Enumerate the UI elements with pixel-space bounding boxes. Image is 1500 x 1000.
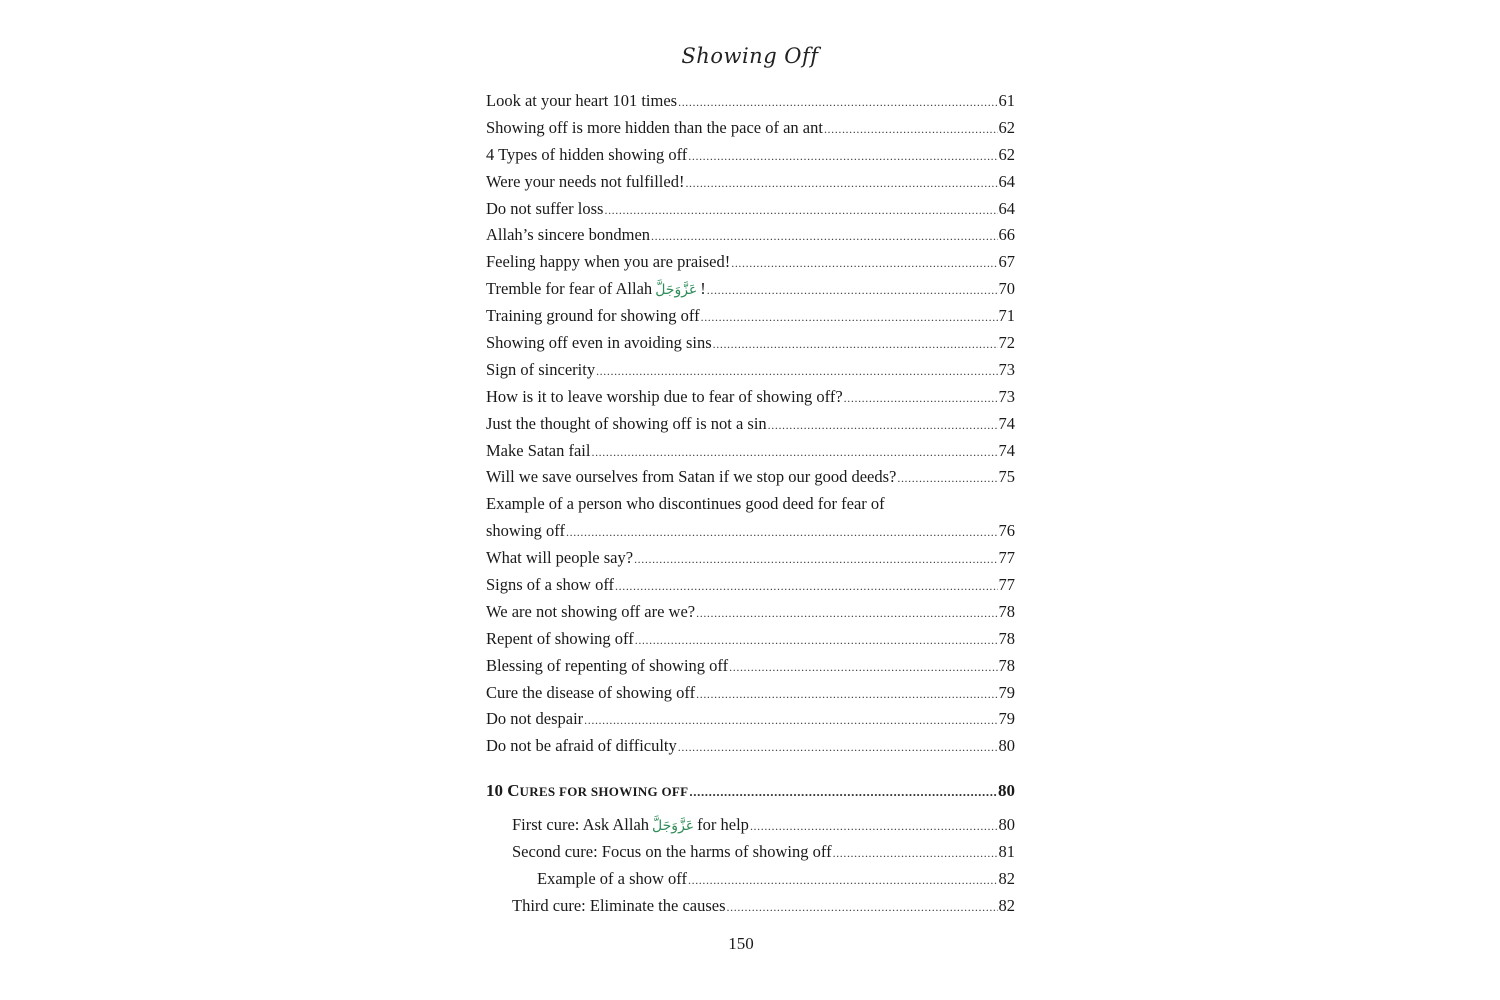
toc-entry-title-text: First cure: Ask Allah bbox=[512, 815, 650, 835]
toc-entry bbox=[486, 733, 1015, 760]
toc-entry-title: Blessing of repenting of showing off bbox=[486, 655, 729, 675]
toc-entry bbox=[486, 276, 1015, 303]
leader-dots bbox=[731, 250, 997, 277]
leader-dots bbox=[824, 116, 998, 143]
toc-entry-title: Example of a person who discontinues good deed for fear of bbox=[486, 494, 885, 514]
toc-entry-title: showing off bbox=[486, 521, 565, 541]
leader-dots bbox=[727, 894, 998, 921]
toc-entry-title: How is it to leave worship due to fear of showing off? bbox=[486, 386, 843, 406]
toc-entry-title: Third cure: Eliminate the causes bbox=[512, 895, 726, 915]
leader-dots bbox=[707, 277, 998, 304]
toc-entry-title: Repent of showing off bbox=[486, 628, 634, 648]
toc-entry bbox=[486, 653, 1015, 680]
leader-dots bbox=[729, 654, 997, 681]
leader-dots bbox=[634, 546, 997, 573]
toc-entry-title: Signs of a show off bbox=[486, 575, 615, 595]
toc-sub-entry bbox=[486, 893, 1015, 920]
toc-entry bbox=[486, 411, 1015, 438]
leader-dots bbox=[696, 681, 997, 708]
leader-dots bbox=[701, 304, 998, 331]
toc-entry-page: 80 bbox=[998, 736, 1015, 756]
toc-entry-page: 75 bbox=[998, 467, 1015, 487]
leader-dots bbox=[844, 385, 998, 412]
section-title bbox=[486, 776, 688, 807]
toc-entry-page: 81 bbox=[998, 842, 1015, 862]
arabic-honorific: عَزَّوَجَلَّ bbox=[652, 818, 695, 835]
leader-dots bbox=[678, 734, 998, 761]
toc-entry-title: Do not suffer loss bbox=[486, 198, 604, 218]
toc-entry-title-text: Tremble for fear of Allah bbox=[486, 279, 653, 299]
toc-entry-page: 79 bbox=[998, 682, 1015, 702]
toc-entry-page: 64 bbox=[998, 171, 1015, 191]
toc-entry bbox=[486, 142, 1015, 169]
toc-entry-page: 73 bbox=[998, 359, 1015, 379]
section-title-initial: C bbox=[507, 781, 520, 801]
leader-dots bbox=[596, 358, 997, 385]
leader-dots bbox=[713, 331, 998, 358]
toc-entry-page: 73 bbox=[998, 386, 1015, 406]
arabic-honorific: عَزَّوَجَلَّ bbox=[655, 282, 698, 299]
toc-entry bbox=[486, 249, 1015, 276]
toc-entry-page: 62 bbox=[998, 144, 1015, 164]
toc-entry-page: 67 bbox=[998, 252, 1015, 272]
toc-entry bbox=[486, 330, 1015, 357]
toc-entry-page: 78 bbox=[998, 601, 1015, 621]
table-of-contents bbox=[486, 88, 1015, 920]
leader-dots bbox=[651, 223, 997, 250]
toc-entry-page: 82 bbox=[998, 869, 1015, 889]
toc-entry-title-suffix: ! bbox=[700, 279, 706, 299]
toc-entry-title: Showing off is more hidden than the pace of an ant bbox=[486, 117, 823, 137]
leader-dots bbox=[615, 573, 997, 600]
toc-entry-page: 71 bbox=[998, 306, 1015, 326]
toc-entry-title: Allah’s sincere bondmen bbox=[486, 225, 651, 245]
section-page: 80 bbox=[998, 781, 1015, 801]
toc-sub-entry bbox=[486, 812, 1015, 839]
leader-dots bbox=[750, 813, 998, 840]
toc-entry bbox=[486, 88, 1015, 115]
toc-entry bbox=[486, 169, 1015, 196]
toc-entry-title: Showing off even in avoiding sins bbox=[486, 333, 712, 353]
toc-entry-page: 72 bbox=[998, 333, 1015, 353]
leader-dots bbox=[897, 465, 997, 492]
toc-entry-title: Cure the disease of showing off bbox=[486, 682, 696, 702]
toc-entry bbox=[486, 222, 1015, 249]
toc-entry-title: We are not showing off are we? bbox=[486, 601, 696, 621]
leader-dots bbox=[833, 840, 998, 867]
toc-entry-title: Training ground for showing off bbox=[486, 306, 700, 326]
toc-sub-sub-entry bbox=[486, 866, 1015, 893]
toc-entry-first-line bbox=[486, 491, 1015, 518]
toc-entry bbox=[486, 626, 1015, 653]
toc-entry bbox=[486, 599, 1015, 626]
leader-dots bbox=[685, 170, 997, 197]
toc-entry bbox=[486, 438, 1015, 465]
running-head: Showing Off bbox=[681, 44, 819, 68]
leader-dots bbox=[604, 197, 997, 224]
toc-entry bbox=[486, 464, 1015, 491]
toc-entry bbox=[486, 706, 1015, 733]
toc-entry-title-suffix: for help bbox=[697, 815, 749, 835]
toc-section-heading bbox=[486, 776, 1015, 806]
toc-entry-title: Example of a show off bbox=[537, 869, 687, 889]
leader-dots bbox=[635, 627, 998, 654]
toc-entry-second-line bbox=[486, 518, 1015, 545]
toc-entry-page: 70 bbox=[998, 279, 1015, 299]
toc-sub-entry bbox=[486, 839, 1015, 866]
toc-entry-page: 80 bbox=[998, 815, 1015, 835]
toc-entry bbox=[486, 115, 1015, 142]
toc-entry bbox=[486, 680, 1015, 707]
toc-entry-title: Make Satan fail bbox=[486, 440, 591, 460]
toc-entry-title: Just the thought of showing off is not a sin bbox=[486, 413, 767, 433]
leader-dots bbox=[768, 412, 998, 439]
toc-entry-title: Look at your heart 101 times bbox=[486, 91, 678, 110]
toc-entry bbox=[486, 357, 1015, 384]
toc-entry-title: Sign of sincerity bbox=[486, 359, 596, 379]
section-title-rest: URES FOR SHOWING OFF bbox=[519, 784, 689, 800]
leader-dots bbox=[678, 89, 997, 116]
toc-entry-title: Second cure: Focus on the harms of showing off bbox=[512, 842, 832, 862]
toc-entry-page: 77 bbox=[998, 548, 1015, 568]
toc-entry-page: 74 bbox=[998, 413, 1015, 433]
section-number: 10 bbox=[486, 781, 503, 801]
toc-entry-page: 78 bbox=[998, 628, 1015, 648]
toc-entry-title: Were your needs not fulfilled! bbox=[486, 171, 685, 191]
toc-entry bbox=[486, 384, 1015, 411]
toc-entry-title: What will people say? bbox=[486, 548, 634, 568]
toc-entry-page: 61 bbox=[998, 91, 1015, 110]
toc-entry bbox=[486, 545, 1015, 572]
leader-dots bbox=[688, 143, 997, 170]
toc-entry-title: Do not despair bbox=[486, 709, 584, 729]
toc-entry-page: 62 bbox=[998, 117, 1015, 137]
leader-dots bbox=[689, 777, 997, 807]
page-number: 150 bbox=[728, 934, 754, 953]
leader-dots bbox=[696, 600, 997, 627]
toc-entry-page: 79 bbox=[998, 709, 1015, 729]
leader-dots bbox=[591, 439, 997, 466]
toc-entry-page: 77 bbox=[998, 575, 1015, 595]
toc-entry bbox=[486, 303, 1015, 330]
toc-entry-title bbox=[512, 812, 749, 840]
leader-dots bbox=[566, 519, 998, 546]
toc-entry bbox=[486, 196, 1015, 223]
leader-dots bbox=[688, 867, 998, 894]
leader-dots bbox=[584, 707, 997, 734]
toc-entry-title: Feeling happy when you are praised! bbox=[486, 252, 731, 272]
toc-entry-title: Do not be afraid of difficulty bbox=[486, 736, 677, 756]
toc-entry bbox=[486, 572, 1015, 599]
toc-entry-page: 78 bbox=[998, 655, 1015, 675]
toc-entry-title bbox=[486, 276, 706, 304]
toc-entry-title: Will we save ourselves from Satan if we stop our good deeds? bbox=[486, 467, 897, 487]
toc-entry-page: 76 bbox=[998, 521, 1015, 541]
toc-entry-page: 82 bbox=[998, 895, 1015, 915]
toc-entry-page: 74 bbox=[998, 440, 1015, 460]
toc-entry-title: 4 Types of hidden showing off bbox=[486, 144, 688, 164]
toc-entry-page: 66 bbox=[998, 225, 1015, 245]
toc-entry-page: 64 bbox=[998, 198, 1015, 218]
